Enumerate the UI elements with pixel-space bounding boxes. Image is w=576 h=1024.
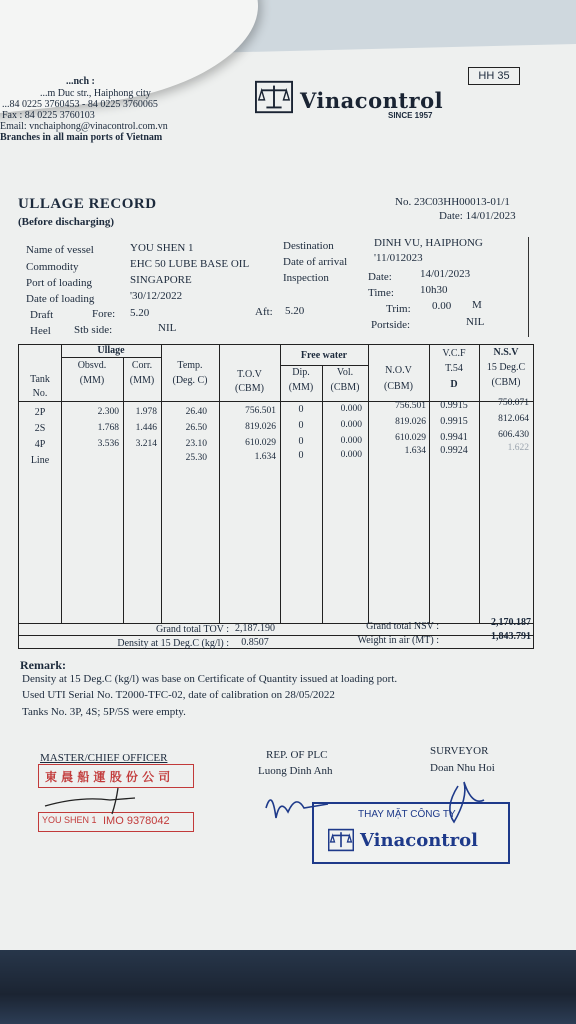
- th-tov-unit: (CBM): [235, 383, 264, 394]
- vessel-label: Name of vessel: [26, 244, 94, 256]
- th-temp: Temp.: [177, 360, 203, 371]
- th-vol: Vol.: [336, 367, 354, 378]
- row4-nsv: 1.622: [507, 443, 529, 453]
- draft-label: Draft: [30, 309, 54, 321]
- ullage-table: [18, 344, 534, 649]
- arrival-label: Date of arrival: [283, 256, 348, 268]
- company-stamp: [38, 764, 194, 788]
- stamp-top-text: THAY MẶT CÔNG TY: [358, 809, 456, 820]
- row2-vol: 0.000: [340, 420, 362, 430]
- row2-temp: 26.50: [185, 423, 207, 433]
- remark-title: Remark:: [20, 658, 66, 672]
- row4-temp: 25.30: [185, 453, 207, 463]
- inspection-label: Inspection: [283, 272, 329, 284]
- row3-vcf: 0.9941: [440, 432, 468, 443]
- aft-label: Aft:: [255, 306, 273, 318]
- portside-label: Portside:: [371, 319, 411, 331]
- remark-line-2: Used UTI Serial No. T2000-TFC-02, date of calibration on 28/05/2022: [22, 689, 335, 701]
- row1-tank: 2P: [34, 407, 46, 418]
- branch-line-1: ...nch :: [66, 76, 95, 87]
- grand-tov-value: 2,187.190: [235, 623, 275, 634]
- th-nsv-unit: (CBM): [491, 377, 521, 388]
- brand-since: SINCE 1957: [388, 111, 433, 120]
- row2-nsv: 812.064: [498, 414, 529, 424]
- th-tov: T.O.V: [237, 369, 262, 380]
- fore-label: Fore:: [92, 308, 116, 320]
- record-number: No. 23C03HH00013-01/1: [395, 196, 510, 208]
- row1-nsv: 750.071: [498, 398, 529, 408]
- row2-nov: 819.026: [395, 417, 426, 427]
- commodity-label: Commodity: [26, 261, 79, 273]
- row1-nov: 756.501: [395, 401, 426, 411]
- record-subtitle: (Before discharging): [18, 216, 115, 228]
- branch-ports: Branches in all main ports of Vietnam: [0, 132, 163, 143]
- doc-code-box: HH 35: [468, 67, 520, 85]
- background-bottom: [0, 950, 576, 1024]
- row4-tov: 1.634: [254, 452, 276, 462]
- row4-dip: 0: [298, 450, 304, 461]
- th-obsvd: Obsvd.: [77, 360, 107, 371]
- row2-tov: 819.026: [245, 422, 276, 432]
- th-free-water: Free water: [300, 350, 348, 361]
- row3-obsvd: 3.536: [97, 439, 119, 449]
- row3-dip: 0: [298, 436, 304, 447]
- branch-line-2: ...m Duc str., Haiphong city: [40, 88, 151, 99]
- row3-vol: 0.000: [340, 436, 362, 446]
- th-dip-unit: (MM): [288, 382, 314, 393]
- density-value: 0.8507: [241, 637, 269, 648]
- weight-label: Weight in air (MT) :: [357, 635, 439, 646]
- vessel-info-box: [18, 237, 529, 337]
- weight-value: 1,843.791: [491, 631, 531, 642]
- row3-tov: 610.029: [245, 438, 276, 448]
- th-nov: N.O.V: [385, 365, 412, 376]
- row1-vcf: 0.9915: [440, 400, 468, 411]
- vinacontrol-scale-icon: [255, 80, 293, 114]
- row4-nov: 1.634: [404, 446, 426, 456]
- heel-label: Heel: [30, 325, 51, 337]
- row3-tank: 4P: [34, 439, 46, 450]
- row2-corr: 1.446: [135, 423, 157, 433]
- loading-port-label: Port of loading: [26, 277, 92, 289]
- surveyor-label: SURVEYOR: [430, 745, 489, 757]
- vessel-stamp-imo: IMO 9378042: [103, 815, 170, 827]
- th-obsvd-unit: (MM): [79, 375, 105, 386]
- row4-vcf: 0.9924: [440, 445, 468, 456]
- grand-nsv-value: 2,170.187: [491, 617, 531, 628]
- aft-value: 5.20: [285, 305, 305, 317]
- trim-value: 0.00: [432, 300, 452, 312]
- row4-vol: 0.000: [340, 450, 362, 460]
- density-label: Density at 15 Deg.C (kg/l) :: [117, 638, 229, 649]
- plc-name: Luong Dinh Anh: [258, 765, 333, 777]
- row3-temp: 23.10: [185, 439, 207, 449]
- th-vol-unit: (CBM): [330, 382, 360, 393]
- portside-value: NIL: [466, 316, 485, 328]
- vessel-stamp-name: YOU SHEN 1: [42, 815, 97, 825]
- th-nsv: N.S.V: [493, 347, 519, 358]
- row2-obsvd: 1.768: [97, 423, 119, 433]
- row1-vol: 0.000: [340, 404, 362, 414]
- th-tank: Tank: [30, 374, 50, 385]
- branch-email: Email: vnchaiphong@vinacontrol.com.vn: [0, 121, 168, 132]
- row2-vcf: 0.9915: [440, 416, 468, 427]
- commodity-value: EHC 50 LUBE BASE OIL: [130, 258, 250, 270]
- heel-side-label: Stb side:: [74, 324, 113, 336]
- loading-port-value: SINGAPORE: [130, 274, 192, 286]
- th-tank-no: No.: [32, 388, 48, 399]
- th-nov-unit: (CBM): [384, 381, 413, 392]
- th-nsv-deg: 15 Deg.C: [486, 362, 526, 373]
- row1-obsvd: 2.300: [97, 407, 119, 417]
- loading-date-value: '30/12/2022: [130, 290, 183, 302]
- destination-value: DINH VU, HAIPHONG: [374, 237, 483, 249]
- destination-label: Destination: [283, 240, 334, 252]
- row3-corr: 3.214: [135, 439, 157, 449]
- grand-nsv-label: Grand total NSV :: [366, 621, 439, 632]
- remark-line-3: Tanks No. 3P, 4S; 5P/5S were empty.: [22, 706, 186, 718]
- inspection-date-value: 14/01/2023: [420, 268, 471, 280]
- plc-label: REP. OF PLC: [266, 749, 328, 761]
- grand-tov-label: Grand total TOV :: [155, 624, 229, 635]
- th-ullage: Ullage: [97, 345, 125, 356]
- arrival-value: '11/012023: [374, 252, 423, 264]
- master-label: MASTER/CHIEF OFFICER: [40, 752, 168, 764]
- th-corr: Corr.: [131, 360, 153, 371]
- row1-temp: 26.40: [185, 407, 207, 417]
- th-vcf: V.C.F: [442, 348, 466, 359]
- inspection-date-label: Date:: [368, 271, 392, 283]
- vessel-value: YOU SHEN 1: [130, 242, 194, 254]
- row3-nsv: 606.430: [498, 430, 529, 440]
- fore-value: 5.20: [130, 307, 150, 319]
- th-t54: T.54: [445, 363, 463, 374]
- row2-tank: 2S: [34, 423, 46, 434]
- branch-line-3: ...84 0225 3760453 - 84 0225 3760065: [2, 99, 158, 110]
- row1-corr: 1.978: [135, 407, 157, 417]
- th-corr-unit: (MM): [129, 375, 155, 386]
- th-temp-unit: (Deg. C): [172, 375, 208, 386]
- stamp-brand: Vinacontrol: [360, 830, 478, 851]
- row1-tov: 756.501: [245, 406, 276, 416]
- row1-dip: 0: [298, 404, 304, 415]
- record-title: ULLAGE RECORD: [18, 196, 157, 212]
- th-d: D: [450, 379, 458, 390]
- surveyor-name: Doan Nhu Hoi: [430, 762, 495, 774]
- row4-tank: Line: [30, 455, 50, 466]
- trim-unit: M: [472, 299, 482, 311]
- row2-dip: 0: [298, 420, 304, 431]
- heel-value: NIL: [158, 322, 177, 334]
- loading-date-label: Date of loading: [26, 293, 95, 305]
- inspection-time-label: Time:: [368, 287, 394, 299]
- brand-name: Vinacontrol: [300, 88, 444, 113]
- company-stamp-text: 東 晨 船 運 股 份 公 司: [45, 770, 171, 784]
- th-dip: Dip.: [292, 367, 310, 378]
- master-signature-icon: [40, 786, 160, 816]
- record-date: Date: 14/01/2023: [439, 210, 516, 222]
- inspection-time-value: 10h30: [420, 284, 448, 296]
- trim-label: Trim:: [386, 303, 411, 315]
- branch-line-4: Fax : 84 0225 3760103: [2, 110, 95, 121]
- remark-line-1: Density at 15 Deg.C (kg/l) was base on Certificate of Quantity issued at loading port.: [22, 673, 398, 685]
- surveyor-signature-icon: [258, 778, 498, 834]
- row3-nov: 610.029: [395, 433, 426, 443]
